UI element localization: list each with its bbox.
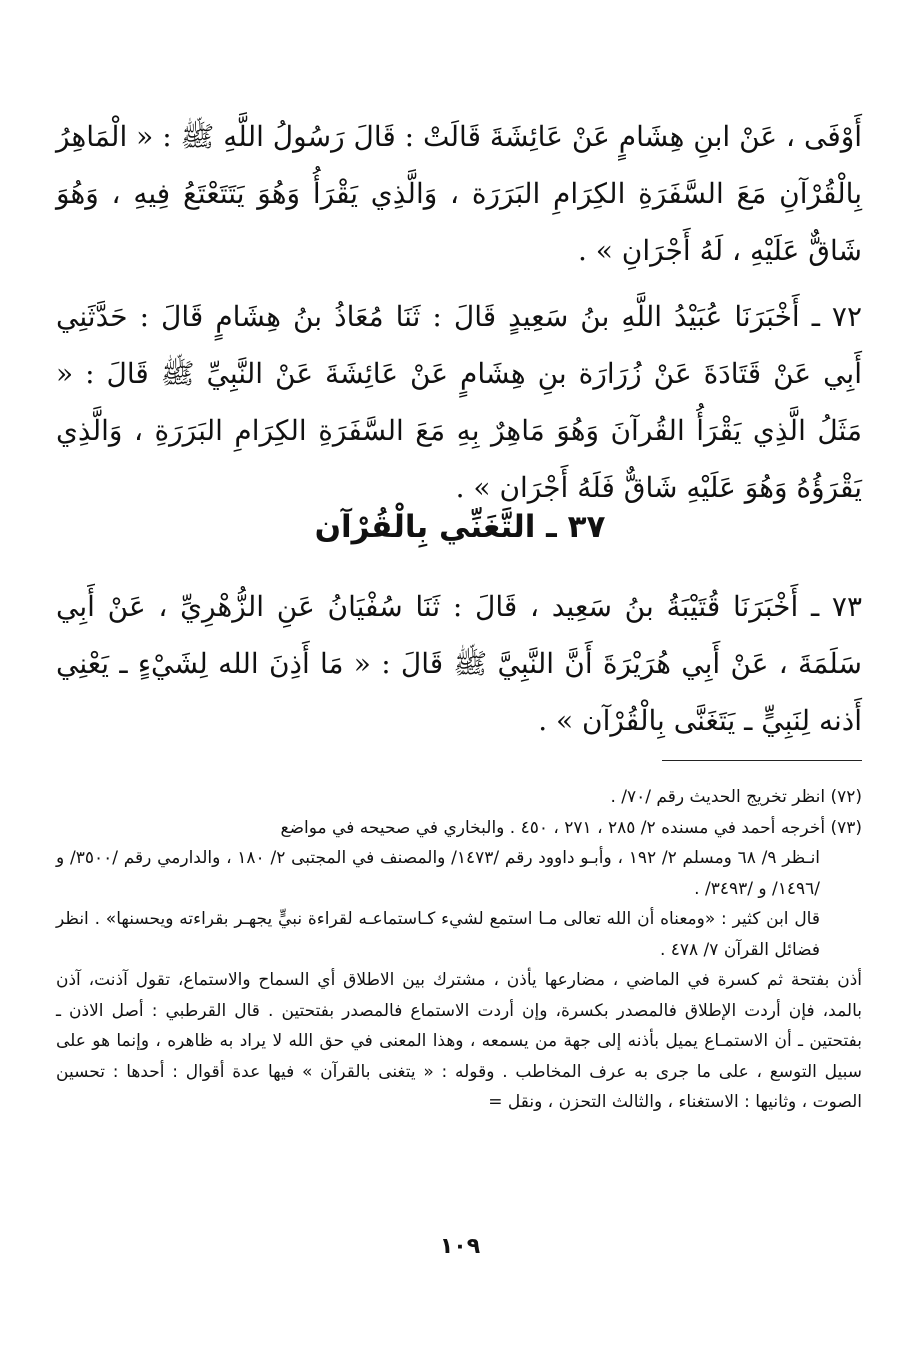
- footnote-72: (٧٢) انظر تخريج الحديث رقم /٧٠/ .: [610, 787, 862, 807]
- footnote-73-commentary: أذن بفتحة ثم كسرة في الماضي ، مضارعها يأذن ، مشترك بين الاطلاق أي السماح والاستماع، تقول آذنت، آذن بالمد، فإن أردت الإطلاق فالمصدر بكسرة، وإن أردت الاستماع فالمصدر بفتحتين . قال القرطبي : أصل الاذن ـ بفتحتين ـ أن الاستمـاع يميل بأذنه إلى جهة من يسمعه ، وهذا المعنى في حق الله لا يراد به ظاهره ، وإنما هو على سبيل التوسع ، على ما جرى به عرف المخاطب . وقوله : « يتغنى بالقرآن » فيها عدة أقوال : أحدها : تحسين الصوت ، وثانيها : الاستغناء ، والثالث التحزن ، ونقل =: [56, 970, 862, 1112]
- hadith-continuation-paragraph: أَوْفَى ، عَنْ ابنِ هِشَامٍ عَنْ عَائِشَةَ قَالَتْ : قَالَ رَسُولُ اللَّهِ ﷺ : « الْمَاهِرُ بِالْقُرْآنِ مَعَ السَّفَرَةِ الكِرَامِ البَرَرَة ، وَالَّذِي يَقْرَأُ وَهُوَ يَتَتَعْتَعُ فِيهِ ، وَهُوَ شَاقٌّ عَلَيْهِ ، لَهُ أَجْرَانِ » .: [56, 120, 862, 267]
- footnotes: [56, 782, 862, 1118]
- page-number: ١٠٩: [439, 1234, 481, 1259]
- footnote-73: (٧٣) أخرجه أحمد في مسنده ٢/ ٢٨٥ ، ٢٧١ ، ٤٥٠ . والبخاري في صحيحه في مواضع: [280, 817, 862, 838]
- hadith-72-paragraph: ٧٢ ـ أَخْبَرَنَا عُبَيْدُ اللَّهِ بنُ سَعِيدٍ قَالَ : ثَنَا مُعَاذُ بنُ هِشَامٍ قَالَ : حَدَّثَنِي أَبِي عَنْ قَتَادَةَ عَنْ زُرَارَة بنِ هِشَامٍ عَنْ عَائِشَةَ عَنْ النَّبِيِّ ﷺ قَالَ : « مَثَلُ الَّذِي يَقْرَأُ القُرآنَ وَهُوَ مَاهِرٌ بِهِ مَعَ السَّفَرَةِ الكِرَامِ البَرَرَةِ ، وَالَّذِي يَقْرَؤُهُ وَهُوَ عَلَيْهِ شَاقٌّ فَلَهُ أَجْرَان » .: [56, 300, 862, 504]
- section-heading: ٣٧ ـ التَّغَنِّي بِالْقُرْآن: [314, 509, 606, 545]
- footnote-73-ibn-kathir: قال ابن كثير : «ومعناه أن الله تعالى مـا استمع لشيء كـاستماعـه لقراءة نبيٍّ يجهـر بقراءته ويحسنها» . انظر فضائل القرآن ٧/ ٤٧٨ .: [56, 909, 820, 960]
- hadith-73-paragraph: ٧٣ ـ أَخْبَرَنَا قُتَيْبَةُ بنُ سَعِيد ، قَالَ : ثَنَا سُفْيَانُ عَنِ الزُّهْرِيِّ ، عَنْ أَبِي سَلَمَةَ ، عَنْ أَبِي هُرَيْرَةَ أَنَّ النَّبِيَّ ﷺ قَالَ : « مَا أَذِنَ الله لِشَيْءٍ ـ يَعْنِي أَذنه لِنَبِيٍّ ـ يَتَغَنَّى بِالْقُرْآن » .: [56, 590, 862, 737]
- footnote-divider: [662, 760, 862, 761]
- footnote-73-continuation: انـظر ٩/ ٦٨ ومسلم ٢/ ١٩٢ ، وأبـو داوود رقم /١٤٧٣/ والمصنف في المجتبى ٢/ ١٨٠ ، والدارمي رقم /٣٥٠٠/ و /١٤٩٦/ و /٣٤٩٣/ .: [56, 848, 821, 899]
